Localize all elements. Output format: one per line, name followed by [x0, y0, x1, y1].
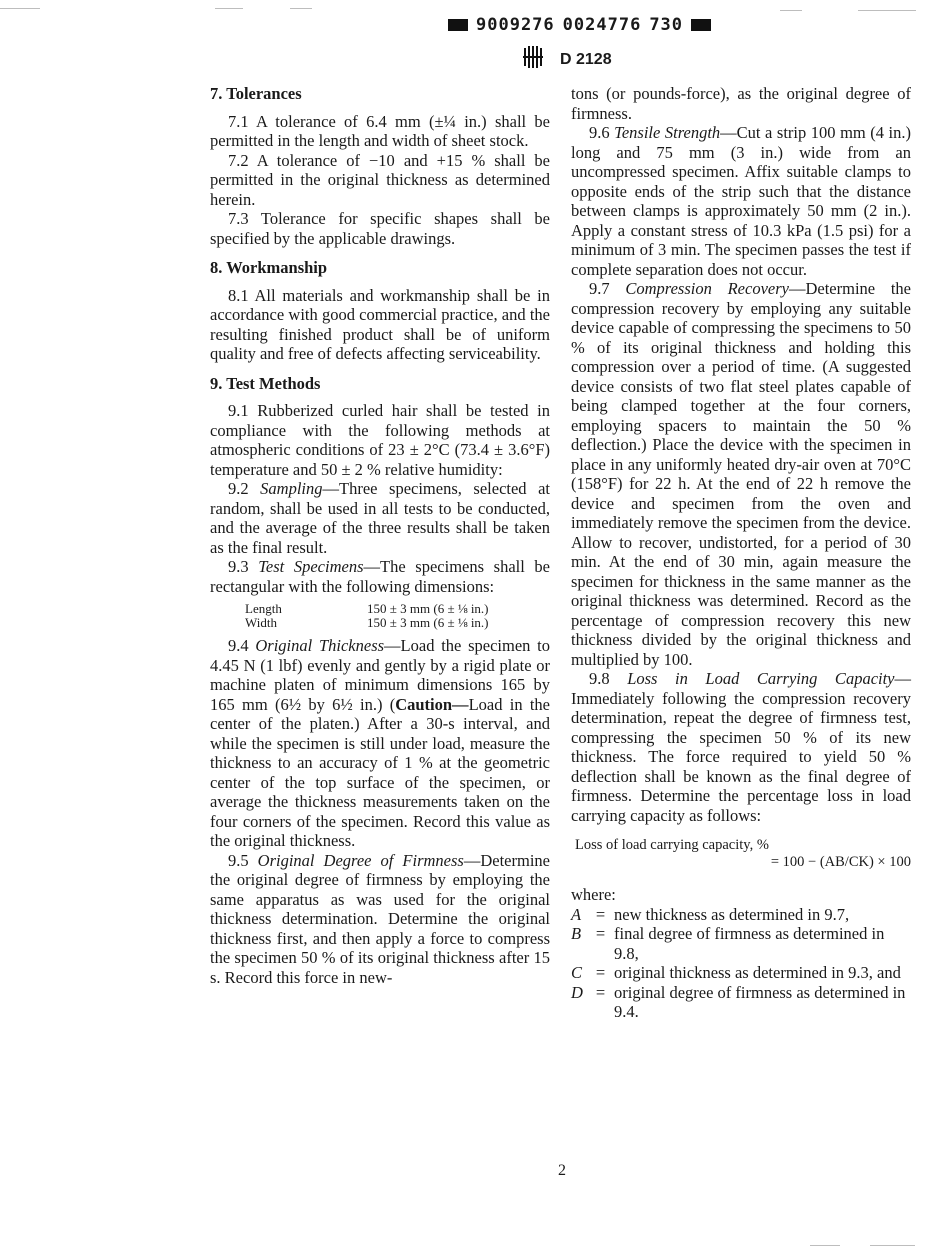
right-column	[571, 84, 911, 1022]
para-8-1: 8.1 All materials and workmanship shall be in accordance with good commercial practice, and the resulting finished product shall be of uniform quality and free of defects affecting serviceability.	[210, 285, 550, 363]
var-definition: original thickness as determined in 9.3, and	[614, 963, 901, 982]
para-9-4-text-a: —Load the specimen to 4.45 N (1 lbf) evenly and gently by a rigid plate or machine platen of minimum dimensions 165 by 165 mm (6½ by 6½ in.) (	[210, 636, 550, 714]
code-b: 0024776	[562, 15, 642, 35]
formula-label: Loss of load carrying capacity, %	[575, 837, 769, 853]
barcode-block-right	[691, 19, 711, 31]
code-a: 9009276	[476, 15, 555, 35]
para-9-8-term: Loss in Load Carrying Capacity	[627, 669, 895, 688]
section-9-heading: 9. Test Methods	[210, 373, 321, 393]
list-item	[571, 905, 911, 925]
where-label: where:	[571, 885, 616, 904]
section-8-heading: 8. Workmanship	[210, 258, 328, 277]
section-7-heading: 7. Tolerances	[210, 84, 302, 103]
para-9-5-text: —Determine the original degree of firmness by employing the same apparatus as was used for the original thickness determination. Determine the original thickness first, and then apply a force to compress the specimen 50 % of its original thickness after 15 s. Record this force in new-	[210, 850, 550, 987]
para-9-5-continued: tons (or pounds-force), as the original degree of firmness.	[571, 84, 911, 123]
var-definition: original degree of firmness as determined in 9.4.	[614, 982, 906, 1021]
dim-value: 150 ± 3 mm (6 ± ⅛ in.)	[367, 601, 489, 616]
scan-artifact	[0, 8, 40, 9]
scan-artifact	[870, 1245, 915, 1246]
left-column	[210, 84, 550, 987]
var-definition: final degree of firmness as determined in 9.8,	[614, 924, 885, 963]
scan-artifact	[780, 10, 802, 11]
scan-artifact	[290, 8, 312, 9]
para-9-5-num: 9.5	[228, 850, 249, 870]
equals-sign: =	[595, 924, 606, 943]
document-code-header	[448, 15, 748, 35]
table-row	[245, 616, 489, 630]
para-9-8-num: 9.8	[589, 669, 610, 688]
var-symbol: B	[571, 924, 582, 943]
dim-value: 150 ± 3 mm (6 ± ⅛ in.)	[367, 615, 489, 630]
var-symbol: A	[571, 904, 582, 924]
para-9-4-text-b: Load in the center of the platen.) After a 30-s interval, and while the specimen is still under load, measure the thickness to an accuracy of 1 % at the geometric center of the top surface of the specimen, or average the thickness measurements taken on the four corners of the specimen. Record this value as the original thickness.	[210, 694, 550, 850]
para-9-2-term: Sampling	[260, 479, 323, 498]
barcode-block-left	[448, 19, 468, 31]
var-symbol: D	[571, 982, 583, 1002]
para-9-6-term: Tensile Strength	[614, 123, 721, 142]
para-9-2-num: 9.2	[228, 479, 249, 498]
dim-label: Width	[245, 615, 277, 630]
scan-artifact	[810, 1245, 840, 1246]
para-7-1: 7.1 A tolerance of 6.4 mm (±¼ in.) shall be permitted in the length and width of sheet stock.	[210, 111, 550, 150]
para-9-7	[571, 279, 911, 669]
para-9-8-text: —Immediately following the compression recovery determination, repeat the degree of firmness test, compressing the specimen 50 % of its new thickness. The force required to yield 50 % deflection shall be known as the final degree of firmness. Determine the percentage loss in load carrying capacity as follows:	[571, 669, 912, 825]
para-9-4-num: 9.4	[228, 636, 249, 655]
var-symbol: C	[571, 963, 583, 982]
scan-artifact	[858, 10, 916, 11]
equals-sign: =	[595, 982, 606, 1002]
formula-block	[575, 837, 911, 871]
para-9-2	[210, 479, 550, 557]
para-9-6-text: —Cut a strip 100 mm (4 in.) long and 75 mm (3 in.) wide from an uncompressed specimen. Affix suitable clamps to opposite ends of the strip such that the distance between clamps is approximately 50 mm (2 in.). Apply a constant stress of 10.3 kPa (1.5 psi) for a minimum of 3 min. The specimen passes the test if complete separation does not occur.	[571, 123, 912, 279]
para-9-8	[571, 669, 911, 825]
designation-number: D 2128	[560, 50, 612, 68]
para-9-2-text: —Three specimens, selected at random, shall be used in all tests to be conducted, and the average of the three results shall be taken as the final result.	[210, 479, 551, 557]
list-item	[571, 924, 911, 963]
para-9-7-term: Compression Recovery	[625, 279, 789, 298]
para-7-3: 7.3 Tolerance for specific shapes shall be specified by the applicable drawings.	[210, 209, 550, 248]
where-list	[571, 905, 911, 1022]
table-row	[245, 602, 489, 616]
dim-label: Length	[245, 601, 282, 616]
astm-logo-icon	[520, 44, 546, 75]
para-9-3-term: Test Specimens	[258, 557, 364, 576]
list-item	[571, 963, 911, 983]
var-definition: new thickness as determined in 9.7,	[614, 904, 850, 924]
para-9-7-text: —Determine the compression recovery by employing any suitable device capable of compressing the specimens to 50 % of its original thickness and holding this compression over a period of time. (A suggested device consists of two flat steel plates capable of being clamped together at the four corners, employing spacers to maintain the 50 % deflection.) Place the device with the specimen in place in any uniformly heated dry-air oven at 70°C (158°F) for 22 h. At the end of 22 h remove the device and specimen from the oven and immediately remove the specimen from the device. Allow to recover, undistorted, for a period of 30 min. At the end of 30 min, again measure the specimen for thickness in the same manner as the original thickness was determined. Record as the percentage of compression recovery this new thickness divided by the original thickness and multiplied by 100.	[571, 279, 911, 669]
dimensions-table	[245, 602, 489, 630]
scan-artifact	[215, 8, 243, 9]
para-9-4-caution: Caution—	[395, 694, 469, 714]
para-9-4	[210, 636, 550, 851]
para-9-5	[210, 851, 550, 988]
list-item	[571, 983, 911, 1022]
designation-header	[520, 44, 612, 75]
equals-sign: =	[595, 963, 606, 982]
para-9-6	[571, 123, 911, 279]
para-9-3-num: 9.3	[228, 557, 249, 576]
code-c: 730	[649, 15, 684, 35]
para-9-3	[210, 557, 550, 596]
para-9-6-num: 9.6	[589, 123, 610, 142]
para-9-3-text: —The specimens shall be rectangular with the following dimensions:	[210, 557, 551, 596]
equals-sign: =	[595, 904, 606, 924]
para-9-4-term: Original Thickness	[255, 636, 385, 655]
para-9-7-num: 9.7	[589, 279, 610, 298]
para-9-5-term: Original Degree of Firmness	[257, 850, 464, 870]
page-number: 2	[558, 1162, 566, 1179]
para-7-2: 7.2 A tolerance of −10 and +15 % shall be permitted in the original thickness as determined herein.	[210, 150, 550, 209]
para-9-1: 9.1 Rubberized curled hair shall be tested in compliance with the following methods at atmospheric conditions of 23 ± 2°C (73.4 ± 3.6°F) temperature and 50 ± 2 % relative humidity:	[210, 401, 550, 479]
formula-expression: = 100 − (AB/CK) × 100	[770, 854, 911, 870]
